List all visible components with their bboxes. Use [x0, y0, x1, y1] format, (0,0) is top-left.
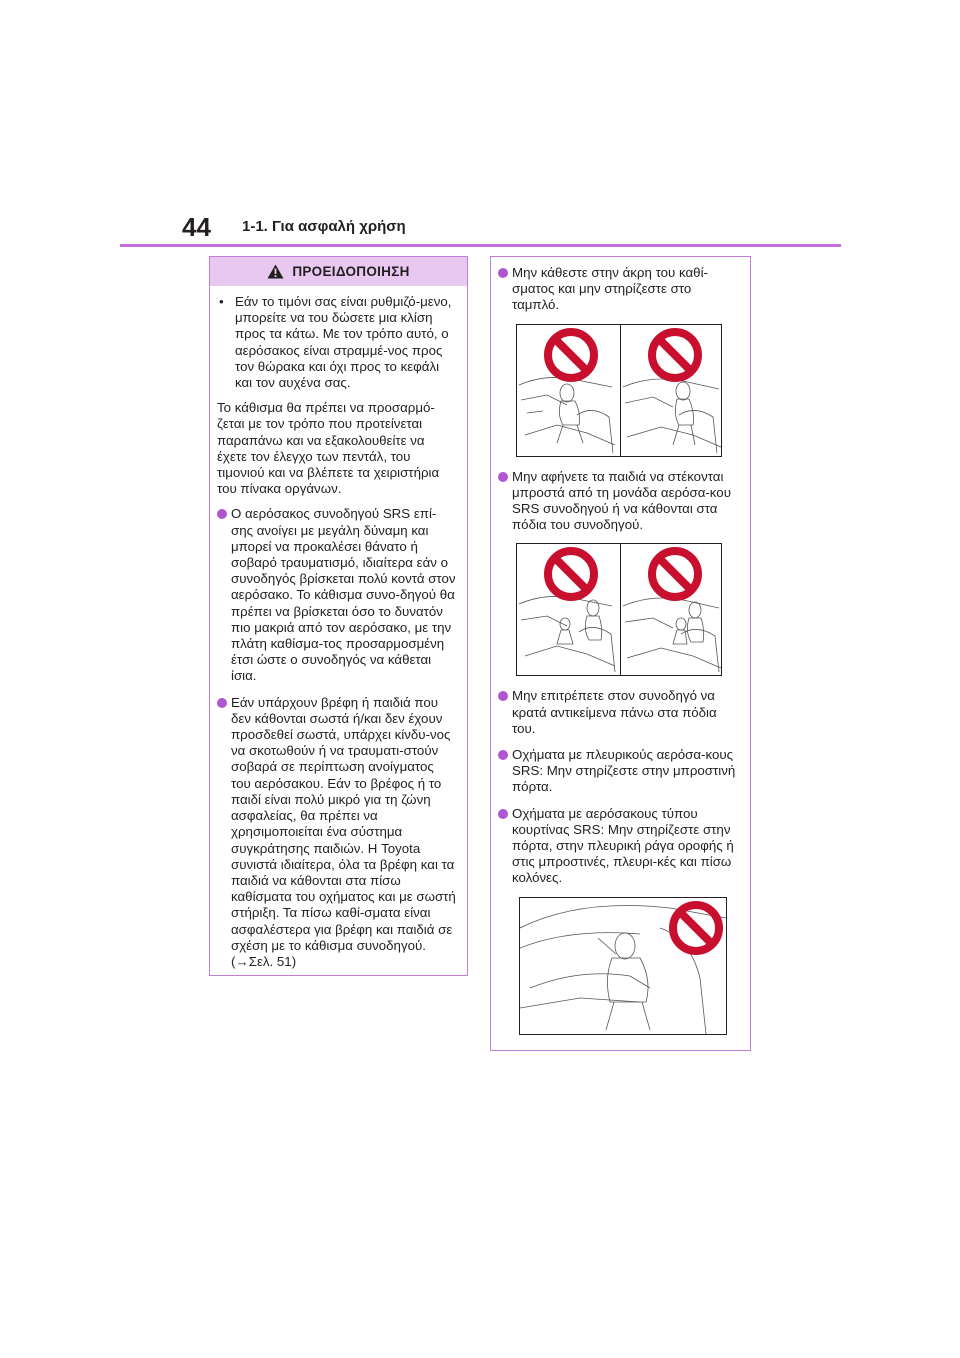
- bullet-dot-icon: [217, 698, 227, 708]
- prohibition-icon: [543, 327, 599, 383]
- right-bullet-text: Μην κάθεστε στην άκρη του καθί-σματος και μην στηρίζεστε στο ταμπλό.: [512, 265, 708, 313]
- bullet-dot-icon: [498, 691, 508, 701]
- illustration-panel: [517, 544, 620, 675]
- illustration-seat-edge: [516, 324, 722, 457]
- warning-box: [209, 256, 468, 976]
- right-bullet: [498, 265, 742, 314]
- bullet-dot-icon: [498, 268, 508, 278]
- right-bullet: [498, 747, 742, 796]
- right-bullet: [498, 806, 742, 887]
- bullet-dot-icon: [498, 472, 508, 482]
- page-number: 44: [182, 212, 211, 242]
- illustration-leaning-door: [519, 897, 727, 1035]
- continued-warning-box: [490, 256, 751, 1051]
- warning-dash-text: Εάν το τιμόνι σας είναι ρυθμιζό-μενο, μπορείτε να του δώσετε μια κλίση προς τα κάτω. Με τον τρόπο αυτό, ο αερόσακος είναι στραμμέ-νος προς τον θώρακα και όχι προς το κεφάλι και τον αυχένα σας.: [235, 294, 452, 391]
- right-bullet-text: Οχήματα με πλευρικούς αερόσα-κους SRS: Μην στηρίζεστε στην μπροστινή πόρτα.: [512, 747, 736, 795]
- illustration-panel: [620, 325, 724, 456]
- bullet-dot-icon: [217, 509, 227, 519]
- section-title: 1-1. Για ασφαλή χρήση: [242, 218, 406, 235]
- illustration-child-standing: [516, 543, 722, 676]
- illustration-panel: [620, 544, 724, 675]
- illustration-panel: [517, 325, 620, 456]
- right-bullet-text: Μην αφήνετε τα παιδιά να στέκονται μπροστά από τη μονάδα αερόσα-κου SRS συνοδηγού ή να κάθονται στα πόδια του συνοδηγού.: [512, 468, 731, 533]
- right-bullet-text: Μην επιτρέπετε στον συνοδηγό να κρατά αντικείμενα πάνω στα πόδια του.: [512, 688, 717, 736]
- prohibition-icon: [647, 327, 703, 383]
- prohibition-icon: [668, 900, 724, 956]
- warning-bullet-text: Εάν υπάρχουν βρέφη ή παιδιά που δεν κάθονται σωστά ή/και δεν έχουν προσδεθεί σωστά, υπάρχει κίνδυ-νος να σκοτωθούν ή να τραυματι-στούν σοβαρά σε περίπτωση ανοίγματος του αερόσακου. Εάν το βρέφος ή το παιδί είναι πολύ μικρό για τη ζώνη ασφαλείας, θα πρέπει να χρησιμοποιείται ένα σύστημα συγκράτησης παιδιών. Η Toyota συνιστά ιδιαίτερα, όλα τα βρέφη και τα παιδιά να κάθονται στα πίσω καθίσματα του οχήματος και με σωστή στήριξη. Τα πίσω καθί-σματα είναι ασφαλέστερα για βρέφη και παιδιά σε σχέση με το κάθισμα συνοδηγού. (→Σελ. 51): [231, 694, 456, 969]
- prohibition-icon: [543, 546, 599, 602]
- warning-dash-item: • Εάν το τιμόνι σας είναι ρυθμιζό-μενο, μπορείτε να του δώσετε μια κλίση προς τα κάτω. Με τον τρόπο αυτό, ο αερόσακος είναι στραμμέ-νος προς τον θώρακα και όχι προς το κεφάλι και τον αυχένα σας.: [217, 294, 457, 391]
- right-bullet-text: Οχήματα με αερόσακους τύπου κουρτίνας SRS: Μην στηρίζεστε στην πόρτα, στην πλευρική ράγα οροφής ή στις μπροστινές, πλευρι-κές και πίσω κολόνες.: [512, 805, 734, 886]
- header-divider: [120, 244, 841, 247]
- warning-bullet: [217, 695, 457, 970]
- warning-bullet: [217, 506, 457, 684]
- warning-bullet-text: Ο αερόσακος συνοδηγού SRS επί-σης ανοίγει με μεγάλη δύναμη και μπορεί να προκαλέσει θάνατο ή σοβαρό τραυματισμό, ιδιαίτερα εάν ο συνοδηγός βρίσκεται πολύ κοντά στον αερόσακο. Το κάθισμα συνο-δηγού θα πρέπει να βρίσκεται όσο το δυνατόν πιο μακριά από τον αερόσακο, με την πλάτη καθίσμα-τος προσαρμοσμένη έτσι ώστε ο συνοδηγός να κάθεται ίσια.: [231, 506, 456, 684]
- right-bullet: [498, 688, 742, 737]
- warning-header: [210, 257, 467, 286]
- bullet-dot-icon: [498, 750, 508, 760]
- warning-paragraph: Το κάθισμα θα πρέπει να προσαρμό-ζεται με τον τρόπο που προτείνεται παραπάνω και να εξακολουθείτε να έχετε τον έλεγχο των πεντάλ, του τιμονιού και να βλέπετε τα χειριστήρια του πίνακα οργάνων.: [217, 400, 440, 497]
- warning-triangle-icon: [267, 264, 284, 279]
- prohibition-icon: [647, 546, 703, 602]
- right-bullet: [498, 469, 742, 534]
- warning-title: ΠΡΟΕΙΔΟΠΟΙΗΣΗ: [292, 264, 410, 279]
- bullet-dot-icon: [498, 809, 508, 819]
